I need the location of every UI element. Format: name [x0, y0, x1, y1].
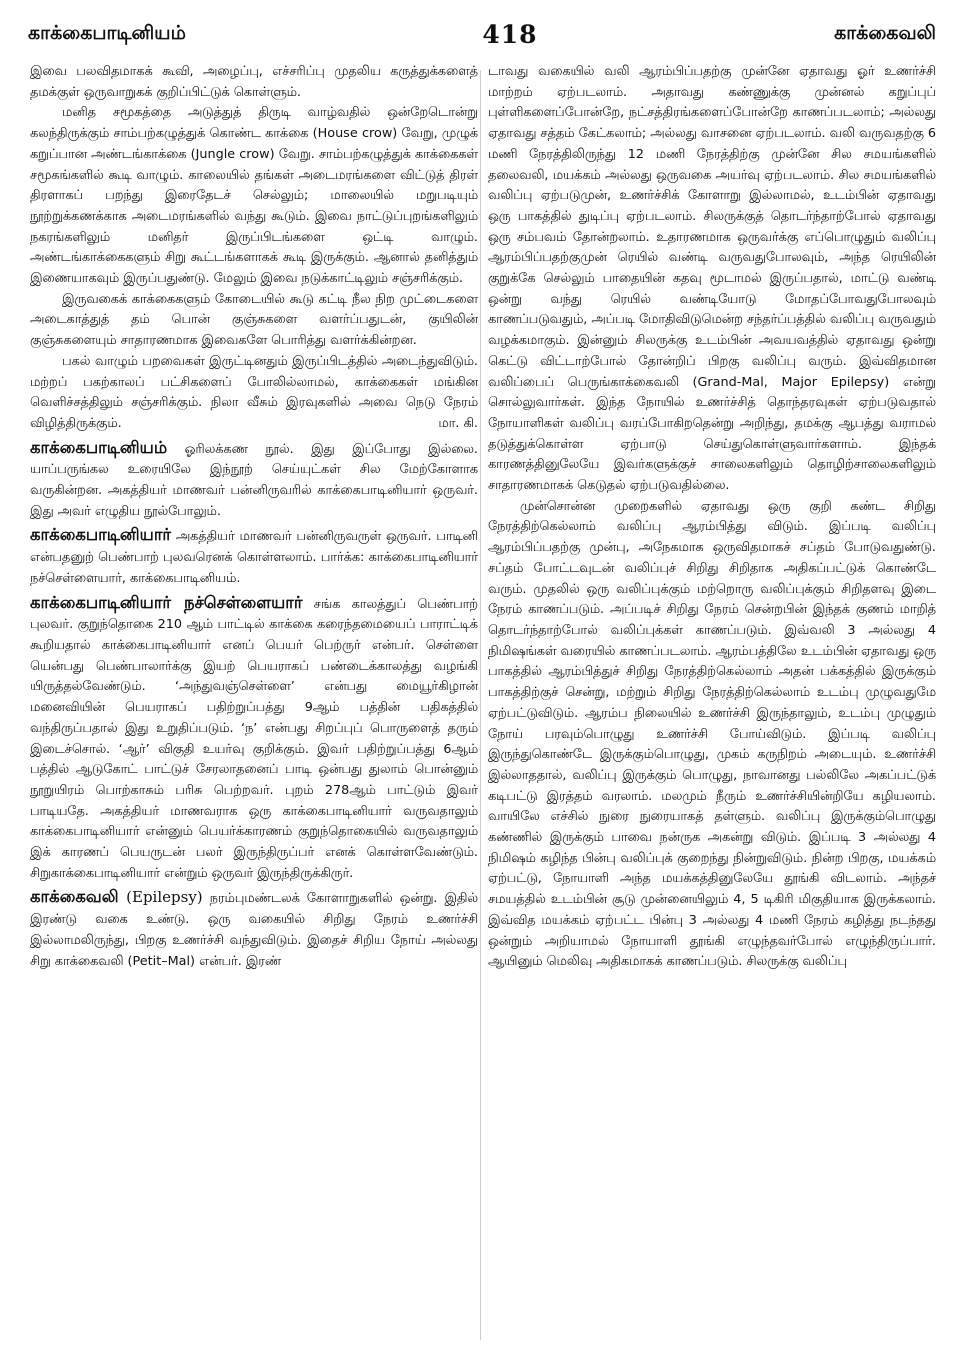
paragraph: [488, 62, 936, 497]
entry-headword: காக்கைவலி: [30, 887, 119, 907]
entry-body: ஓரிலக்கண நூல். இது இப்போது இல்லை. யாப்பருங்கல உரையிலே இந்நூற் செய்யுட்கள் சில மேற்கோளாக வருகின்றன. அகத்தியர் மாணவர் பன்னிருவரில் காக்கைபாடினியார் ஒருவர். இது அவர் எழுதிய நூல்போலும்.: [30, 441, 478, 519]
running-head-left: காக்கைபாடினியம்: [28, 21, 186, 44]
paragraph-text: முன்சொன்ன முறைகளில் ஏதாவது ஒரு குறி கண்ட சிறிது நேரத்திற்கெல்லாம் வலிப்பு ஆரம்பித்து விடும். இப்படி வலிப்பு ஆரம்பிப்பதற்கு முன்பு, அநேகமாக ஒருவிதமாகச் சப்தம் போடுவதுண்டு. சப்தம் போட்டவுடன் வலிப்புச் சிறிது சிறிதாக அதிகப்பட்டுக் கொண்டே வரும். முதலில் ஒரு வலிப்புக்கும் மற்றொரு வலிப்புக்கும் சிறிதளவு இடை நேரம் காணப்படும். அப்படிச் சிறிது நேரம் சென்றபின் இந்தக் குணம் மாறித் தொடர்ந்தாற்போல் வலிப்புக்கள் காணப்படும். இவ்வலி 3 அல்லது 4 நிமிஷங்கள் வரையில் காணப்படலாம். ஆரம்பத்திலே உடம்பின் ஏதாவது ஒரு பாகத்தில் ஆரம்பித்துச் சிறிது நேரத்திற்கெல்லாம் அதன் பக்கத்தில் இருக்கும் பாகத்திற்குச் சென்று, மற்றும் சிறிது நேரத்திற்கெல்லாம் உடம்பு முழுவதுமே ஏற்பட்டுவிடும். ஆரம்ப நிலையில் உணர்ச்சி இருந்தாலும், உடம்பு முழுதும் நோய் பரவும்பொழுது உணர்ச்சி போய்விடும். இப்படி வலிப்பு இருந்துகொண்டே இருக்கும்பொழுது, முகம் கருநிறம் அடையும். உணர்ச்சி இல்லாததால், வலிப்பு இருக்கும் பொழுது, நாவானது பல்லிலே அகப்பட்டுக் கடிபட்டு இரத்தம் வரலாம். மலமும் நீரும் உணர்ச்சியின்றியே கழியலாம். வாயிலே எச்சில் நுரை நுரையாகத் தள்ளும். வலிப்பு இருக்கும்பொழுது கண்ணில் இருக்கும் பாவை நன்ருக அகன்று விடும். இப்படி 3 அல்லது 4 நிமிஷம் கழிந்த பின்பு வலிப்புக் குறைந்து நின்றுவிடும். நின்ற பிறகு, மயக்கம் ஏற்பட்டு, நோயாளி அந்த மயக்கத்தினுலேயே தூங்கி விடலாம். அந்தச் சமயத்தில் உடம்பின் சூடு முன்னையிலும் 4, 5 டிகிரி மிகுதியாக இருக்கலாம். இவ்வித மயக்கம் ஏற்பட்ட பின்பு 3 அல்லது 4 மணி நேரம் கழித்து நடந்தது ஒன்றும் அறியாமல் நோயாளி தூங்கி எழுந்தவர்போல் எழுந்திருப்பார். ஆயினும் மெலிவு அதிகமாகக் காணப்படும். சிலருக்கு வலிப்பு: [488, 498, 936, 970]
paragraph-text: இருவகைக் காக்கைகளும் கோடையில் கூடு கட்டி நீல நிற முட்டைகளை அடைகாத்துத் தம் பொன் குஞ்சுகளை வளர்ப்பதுடன், குயிலின் குஞ்சுகளையும் சாதாரணமாக இவைகளே பொரித்து வளர்க்கின்றன.: [30, 291, 478, 349]
entry-body: நரம்புமண்டலக் கோளாறுகளில் ஒன்று. இதில் இரண்டு வகை உண்டு. ஒரு வகையில் சிறிது நேரம் உணர்ச்சி இல்லாமலிருந்து, பிறகு உணர்ச்சி வந்துவிடும். இதைச் சிறிய நோய் அல்லது சிறு காக்கைவலி (Petit–Mal) என்பர். இரண்: [30, 891, 478, 969]
entry-headword: காக்கைபாடினியார்: [30, 525, 172, 545]
right-column: [488, 62, 936, 1352]
encyclopedia-entry: [30, 887, 478, 972]
paragraph-text: மனித சமூகத்தை அடுத்துத் திருடி வாழ்வதில் ஒன்றேடொன்று கலந்திருக்கும் சாம்பற்கழுத்துக் கொண்ட காக்கை (House crow) வேறு, முழுக் கறுப்பான அண்டங்காக்கை (Jungle crow) வேறு. சாம்பற்கழுத்துக் காக்கைகள் சமூகங்களில் கூடி வாழும். காலையில் தங்கள் அடைமரங்களை விட்டுத் திரள் திரளாகப் பறந்து இரைதேடச் செல்லும்; மாலையில் மறுபடியும் நூற்றுக்கணக்காக அடைமரங்களில் வந்து கூடும். இவை நாட்டுப்புறங்களிலும் நகரங்களிலும் மனிதர் இருப்பிடங்களை ஒட்டி வாழும். அண்டங்காக்கைகளும் சிறு கூட்டங்களாகக் கூடி இருக்கும். ஆனால் தனித்தும் இணையாகவும் இருப்பதுண்டு. மேலும் இவை நடுக்காட்டிலும் சஞ்சரிக்கும்.: [30, 105, 478, 287]
entry-body: சங்க காலத்துப் பெண்பாற் புலவர். குறுந்தொகை 210 ஆம் பாட்டில் காக்கை கரைந்தமையைப் பாராட்டிக் கூறியதால் காக்கைபாடினியார் எனப் பெயர் பெற்ருர் என்பர். செள்ளை யென்பது பெண்பாலார்க்கு இயற் பெயராகப் பண்டைக்காலத்து வழங்கி யிருத்தல்வேண்டும். ‘அந்துவஞ்செள்ளை’ என்பது மையூர்கிழான் மனைவியின் பெயராகப் பதிற்றுப்பத்து 9ஆம் பத்தின் பதிகத்தில் வந்திருப்பதால் இது உறுதிப்படும். ‘ந’ என்பது சிறப்புப் பொருளைத் தரும் இடைச்சொல். ‘ஆர்’ விகுதி உயர்வு குறிக்கும். இவர் பதிற்றுப்பத்து 6ஆம் பத்தில் ஆடுகோட் பாட்டுச் சேரலாதனைப் பாடி ஒன்பது துலாம் பொன்னும் நூறுயிரம் பொற்காசும் பரிசு பெற்றவர். புறம் 278ஆம் பாட்டும் இவர் பாடியதே. அகத்தியர் மாணவராக ஒரு காக்கைபாடினியார் வருவதாலும் காக்கைபாடினியார் என்னும் பெயர்க்காரணம் குறுந்தொகையில் வருவதாலும் இக் காரணப் பெயருடன் பலர் இருந்திருப்பர் எனக் கொள்ளவேண்டும். சிறுகாக்கைபாடினியார் என்றும் ஒருவர் இருந்திருக்கிருர்.: [30, 596, 478, 881]
paragraph: [30, 290, 478, 352]
paragraph: [30, 62, 478, 103]
paragraph: [488, 497, 936, 973]
entry-headword: காக்கைபாடினியம்: [30, 437, 168, 457]
paragraph-text: டாவது வகையில் வலி ஆரம்பிப்பதற்கு முன்னே ஏதாவது ஓர் உணர்ச்சி மாற்றம் ஏற்படலாம். அதாவது கண்ணுக்கு முன்னல் கறுப்புப் புள்ளிகளைப்போன்றே, நட்சத்திரங்களைப்போன்றே காணப்படலாம்; அல்லது ஏதாவது சத்தம் கேட்கலாம்; அல்லது வாசனை ஏற்படலாம். வலி வருவதற்கு 6 மணி நேரத்திலிருந்து 12 மணி நேரத்திற்கு முன்னே சில சமயங்களில் தலைவலி, மயக்கம் அல்லது ஒருவகை அயர்வு ஏற்படலாம். சில சமயங்களில் வலிப்பு ஏற்படுமுன், உணர்ச்சிக் கோளாறு இல்லாமல், உடம்பின் ஏதாவது ஒரு பாகத்தில் துடிப்பு ஏற்படலாம். சிலருக்குத் தொடர்ந்தாற்போல் ஏதாவது ஒரு சம்பவம் தோன்றலாம். உதாரணமாக ஒருவர்க்கு எப்பொழுதும் வலிப்பு ஆரம்பிப்பதற்குமுன் ரெயில் வண்டி வருவதுபோலவும், அந்த ரெயிலின் குறுக்கே செல்லும் பாதையின் கதவு மூடாமல் இருப்பதால், மாட்டு வண்டி ஒன்று வந்து ரெயில் வண்டியோடு மோதப்போவதுபோலவும் காணப்படுவதும், அப்படி மோதிவிடுமென்ற சந்தர்ப்பத்தில் வலிப்பு வருவதும் வழக்கமாகும். இன்னும் சிலருக்கு உடம்பின் அவயவத்தில் ஏதாவது ஒன்று கெட்டு விட்டாற்போல் தோன்றிப் பிறகு வலிப்பு வரும். இவ்விதமான வலிப்பைப் பெருங்காக்கைவலி (Grand-Mal, Major Epilepsy) என்று சொல்லுவார்கள். இந்த நோயில் உணர்ச்சித் தொந்தரவுகள் ஏற்படுவதால் நோயாளிகள் வலிப்பு வரப்போகிறதென்று அறிந்து, தமக்கு ஆபத்து வராமல் தடுத்துக்கொள்ள ஏற்பாடு செய்துகொள்ளுவார்களாம். இந்தக் காரணத்தினுலேயே இவர்களுக்குச் சாலைகளிலும் தொழிற்சாலைகளிலும் சாதாரணமாகக் கெடுதல் ஏற்படுவதில்லை.: [488, 64, 936, 494]
page-header: [28, 14, 936, 54]
left-column: [30, 62, 478, 1352]
entry-headword: காக்கைபாடினியார் நச்செள்ளையார்: [30, 592, 303, 612]
encyclopedia-entry: [30, 593, 478, 885]
entry-headword-latin: (Epilepsy): [118, 888, 203, 907]
running-head-right: காக்கைவலி: [834, 21, 936, 44]
paragraph: [30, 352, 478, 435]
paragraph-text: இவை பலவிதமாகக் கூவி, அழைப்பு, எச்சரிப்பு முதலிய கருத்துக்களைத் தமக்குள் ஒருவாறுகக் குறிப்பிட்டுக் கொள்ளும்.: [30, 64, 478, 100]
column-divider: [480, 70, 481, 1340]
page-number: 418: [482, 19, 538, 49]
entry-body: அகத்தியர் மாணவர் பன்னிருவருள் ஒருவர். பாடினி என்பதனுற் பெண்பாற் புலவரெனக் கொள்ளலாம். பார்க்க: காக்கைபாடினியார் நச்செள்ளையார், காக்கைபாடினியம்.: [30, 529, 478, 586]
author-signature: மா. கி.: [438, 415, 478, 431]
encyclopedia-entry: [30, 525, 478, 589]
paragraph: [30, 103, 478, 289]
paragraph-text: பகல் வாழும் பறவைகள் இருட்டினதும் இருப்பிடத்தில் அடைந்துவிடும். மற்றப் பகற்காலப் பட்சிகளைப் போலில்லாமல், காக்கைகள் மங்கின வெளிச்சத்திலும் சஞ்சரிக்கும். நிலா வீசும் இரவுகளில் அவை நெடு நேரம் விழித்திருக்கும்.: [30, 353, 478, 431]
encyclopedia-entry: [30, 438, 478, 523]
